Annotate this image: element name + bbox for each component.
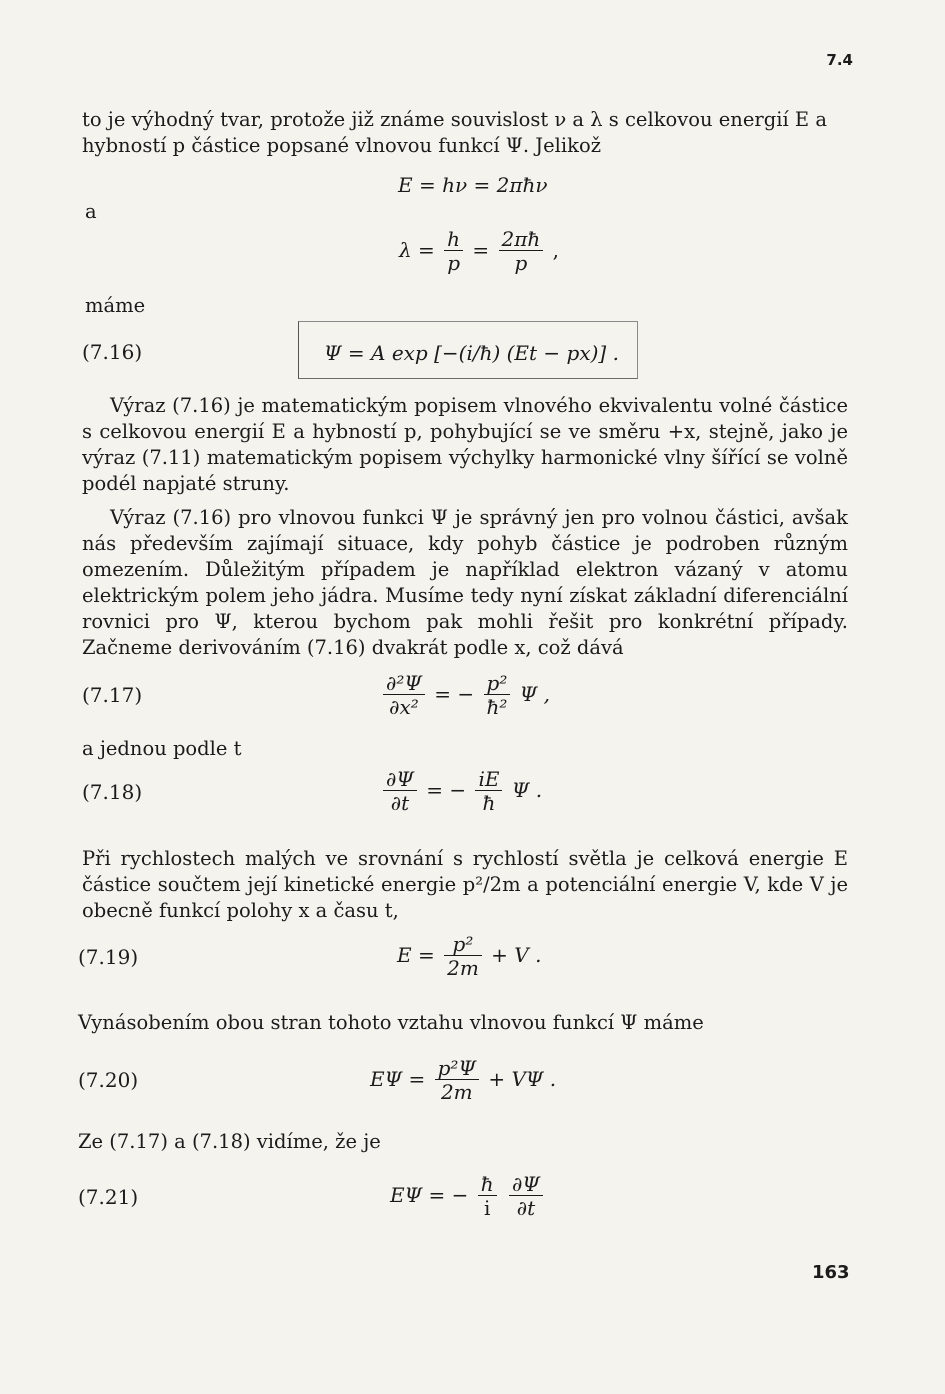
frac-num: iE [478,767,500,791]
frac-num: h [447,227,461,251]
equation-label-7-19: (7.19) [78,945,139,969]
equation-7-19: E = $\frac{\text{p²}}{2m}$ + V . [397,932,542,980]
fraction-iE-hbar [475,768,502,815]
paragraph-energy: Při rychlostech malých ve srovnání s rychlostí světla je celková energie E částice součtem její kinetické energie p²/2m a potenciální energie V, kde V je obecně funkcí polohy x a času t, [82,847,848,922]
equation-tail: + VΨ . [488,1067,557,1091]
connector-mame: máme [85,294,146,317]
frac-num: 2πħ [501,227,541,251]
frac-den: ∂x² [383,694,425,719]
connector-and: a [85,200,97,223]
frac-num: p²Ψ [437,1056,476,1080]
equation-tail: Ψ , [519,682,551,706]
fraction-hbar-i [478,1173,497,1220]
equation-label-7-21: (7.21) [78,1185,139,1209]
frac-num: ∂²Ψ [386,671,422,695]
frac-den: ħ² [484,694,511,719]
frac-num: ħ [480,1172,494,1196]
equation-lambda: λ = $\frac{h}{p}$ = $\frac{2\pi ħ}{p}$ , [399,227,560,275]
equation-7-16: Ψ = A exp [−(i/ħ) (Et − px)] . [324,341,619,365]
paragraph-intro: to je výhodný tvar, protože již známe souvislost ν a λ s celkovou energií E a hybností p částice popsané vlnovou funkcí Ψ. Jelikož [82,108,827,157]
frac-num: p² [486,671,508,695]
frac-den: i [478,1195,497,1220]
connector-once-t: a jednou podle t [82,737,242,760]
fraction-2pihbar-over-p [499,228,544,275]
equation-label-7-18: (7.18) [82,780,143,804]
frac-den: 2m [435,1079,479,1104]
frac-den: ∂t [383,790,417,815]
frac-den: ∂t [509,1195,543,1220]
page-number: 163 [812,1262,850,1283]
frac-den: p [499,250,544,275]
energy-rhs: 2πħν [496,173,548,197]
paragraph-see: Ze (7.17) a (7.18) vidíme, že je [78,1130,381,1153]
paragraph-constraints: Výraz (7.16) pro vlnovou funkci Ψ je správný jen pro volnou částici, avšak nás především zajímají situace, kdy pohyb částice je podroben různým omezením. Důležitým případem je například elektron vázaný v atomu elektrickým polem jeho jádra. Musíme tedy nyní získat základní diferenciální rovnici pro Ψ, kterou bychom pak mohli řešit pro konkrétní případy. Začneme derivováním (7.16) dvakrát podle x, což dává [82,506,848,659]
fraction-dpsi-dt [383,768,417,815]
energy-mid: hν [442,173,468,197]
frac-num: ∂Ψ [386,767,414,791]
equation-7-17: $\frac{\text{∂²Ψ}}{\text{∂x²}}$ = − $\frac{\text{p²}}{\text{ħ²}}$ Ψ , [380,672,550,719]
fraction-d2psi-dx2 [383,672,425,719]
equation-label-7-16: (7.16) [82,340,143,364]
fraction-dpsi-dt [509,1173,543,1220]
frac-num: ∂Ψ [511,1172,540,1196]
equation-7-20: EΨ = $\frac{\text{p²Ψ}}{2m}$ + VΨ . [370,1056,557,1104]
equation-7-21: EΨ = − $\frac{ħ}{i}$ $\frac{\partial\Psi}{\partial t}$ [390,1173,546,1220]
fraction-p2-2m [444,933,482,980]
equation-lhs: EΨ [390,1183,423,1207]
equation-lhs: EΨ [370,1067,403,1091]
equation-label-7-17: (7.17) [82,683,143,707]
section-number: 7.4 [826,51,853,69]
frac-num: p² [452,932,474,956]
fraction-h-over-p [444,228,463,275]
lambda-lhs: λ [399,238,412,262]
equation-label-7-20: (7.20) [78,1068,139,1092]
frac-den: 2m [444,955,482,980]
frac-den: ħ [475,790,502,815]
equation-lhs: E [397,943,412,967]
fraction-p2-hbar2 [484,672,511,719]
equation-7-18: $\frac{\partial\Psi}{\partial t}$ = − $\frac{iE}{ħ}$ Ψ . [380,768,542,815]
fraction-p2psi-2m [435,1057,479,1104]
paragraph-free-particle: Výraz (7.16) je matematickým popisem vlnového ekvivalentu volné částice s celkovou energií E a hybností p, pohybující se ve směru +x, stejně, jako je výraz (7.11) matematickým popisem výchylky harmonické vlny šířící se volně podél napjaté struny. [82,394,848,495]
energy-lhs: E [398,173,413,197]
frac-den: p [444,250,463,275]
paragraph-multiply: Vynásobením obou stran tohoto vztahu vlnovou funkcí Ψ máme [78,1011,704,1034]
equation-energy: E = hν = 2πħν [398,173,548,197]
equation-tail: Ψ . [511,778,543,802]
equation-tail: + V . [491,943,542,967]
